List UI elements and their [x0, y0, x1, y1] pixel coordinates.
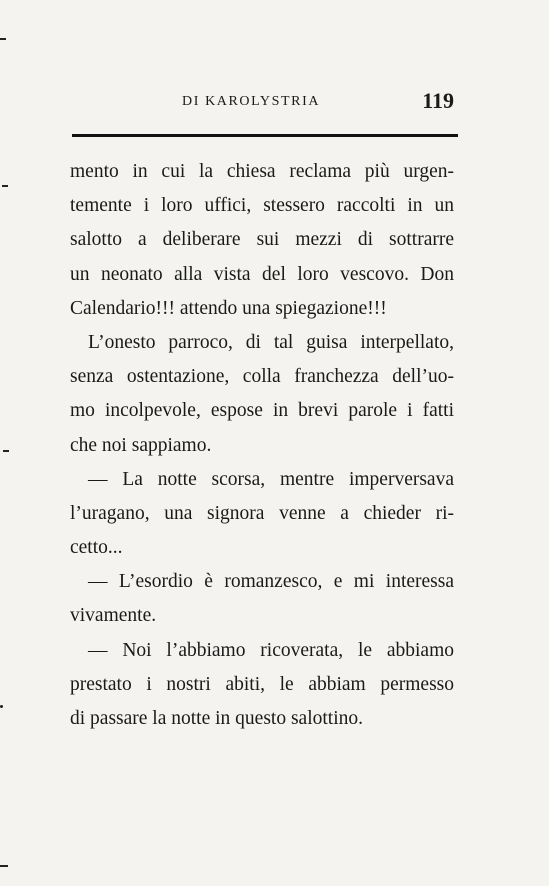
text-line: salotto a deliberare sui mezzi di sottrarre — [70, 229, 454, 251]
text-line: — L’esordio è romanzesco, e mi interessa — [88, 571, 454, 593]
header-rule — [72, 134, 458, 137]
text-line: — La notte scorsa, mentre imperversava — [88, 468, 454, 490]
body-text — [70, 155, 454, 736]
text-line: senza ostentazione, colla franchezza dell’uo- — [70, 366, 454, 388]
text-line: mento in cui la chiesa reclama più urgen- — [70, 161, 454, 182]
text-line: L’onesto parroco, di tal guisa interpellato, — [88, 331, 454, 353]
margin-mark — [0, 705, 3, 708]
text-line: che noi sappiamo. — [70, 434, 212, 456]
text-line: di passare la notte in questo salottino. — [70, 708, 363, 729]
margin-mark — [0, 38, 6, 40]
text-line: un neonato alla vista del loro vescovo. Don — [70, 263, 454, 285]
text-line: vivamente. — [70, 605, 157, 627]
margin-mark — [0, 865, 8, 867]
margin-mark — [3, 450, 9, 452]
text-line: temente i loro uffici, stessero raccolti in un — [70, 195, 454, 217]
page-header — [70, 90, 454, 118]
page-number: 119 — [422, 88, 454, 113]
margin-mark — [2, 185, 8, 187]
text-line: prestato i nostri abiti, le abbiam permesso — [70, 673, 454, 695]
running-title: DI KAROLYSTRIA — [182, 94, 321, 109]
text-line: Calendario!!! attendo una spiegazione!!! — [70, 297, 387, 319]
text-line: — Noi l’abbiamo ricoverata, le abbiamo — [88, 639, 454, 661]
text-line: cetto... — [70, 537, 123, 559]
text-line: mo incolpevole, espose in brevi parole i fatti — [70, 400, 454, 422]
text-line: l’uragano, una signora venne a chieder ri- — [70, 502, 454, 524]
